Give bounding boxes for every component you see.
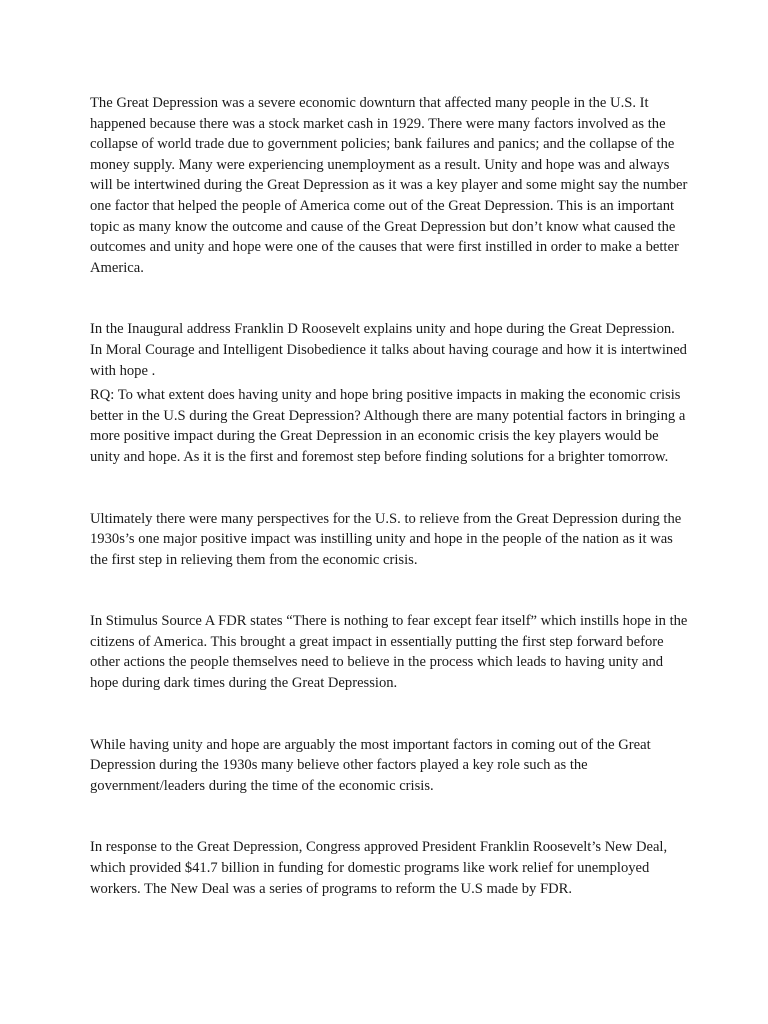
- paragraph-counterclaim: While having unity and hope are arguably the most important factors in coming out of the Great Depression during the 1930s many believe other factors played a key role such as the government/leaders during the time of the economic crisis.: [90, 736, 651, 794]
- paragraph-new-deal: In response to the Great Depression, Congress approved President Franklin Roosevelt’s New Deal, which provided $41.7 billion in funding for domestic programs like work relief for unemployed workers. The New Deal was a series of programs to reform the U.S made by FDR.: [90, 839, 668, 897]
- paragraph-research-question: RQ: To what extent does having unity and hope bring positive impacts in making the economic crisis better in the U.S during the Great Depression? Although there are many potential factors in bringing a more positive impact during the Great Depression in an economic crisis the key players would be unity and hope. As it is the first and foremost step before finding solutions for a brighter tomorrow.: [90, 387, 686, 465]
- paragraph-perspectives: Ultimately there were many perspectives for the U.S. to relieve from the Great Depression during the 1930s’s one major positive impact was instilling unity and hope in the people of the nation as it was the first step in relieving them from the economic crisis.: [90, 510, 682, 568]
- paragraph-inaugural-address: In the Inaugural address Franklin D Roosevelt explains unity and hope during the Great Depression. In Moral Courage and Intelligent Disobedience it talks about having courage and how it is intertwined with hope .: [90, 321, 687, 379]
- document-body: [90, 93, 690, 899]
- paragraph-stimulus-source-a: In Stimulus Source A FDR states “There is nothing to fear except fear itself” which instills hope in the citizens of America. This brought a great impact in essentially putting the first step forward before other actions the people themselves need to believe in the process which leads to having unity and hope during dark times during the Great Depression.: [90, 613, 688, 692]
- paragraph-intro: The Great Depression was a severe economic downturn that affected many people in the U.S. It happened because there was a stock market cash in 1929. There were many factors involved as the collapse of world trade due to government policies; bank failures and panics; and the collapse of the money supply. Many were experiencing unemployment as a result. Unity and hope was and always will be intertwined during the Great Depression as it was a key player and some might say the number one factor that helped the people of America come out of the Great Depression. This is an important topic as many know the outcome and cause of the Great Depression but don’t know what caused the outcomes and unity and hope were one of the causes that were first instilled in order to make a better America.: [90, 95, 688, 276]
